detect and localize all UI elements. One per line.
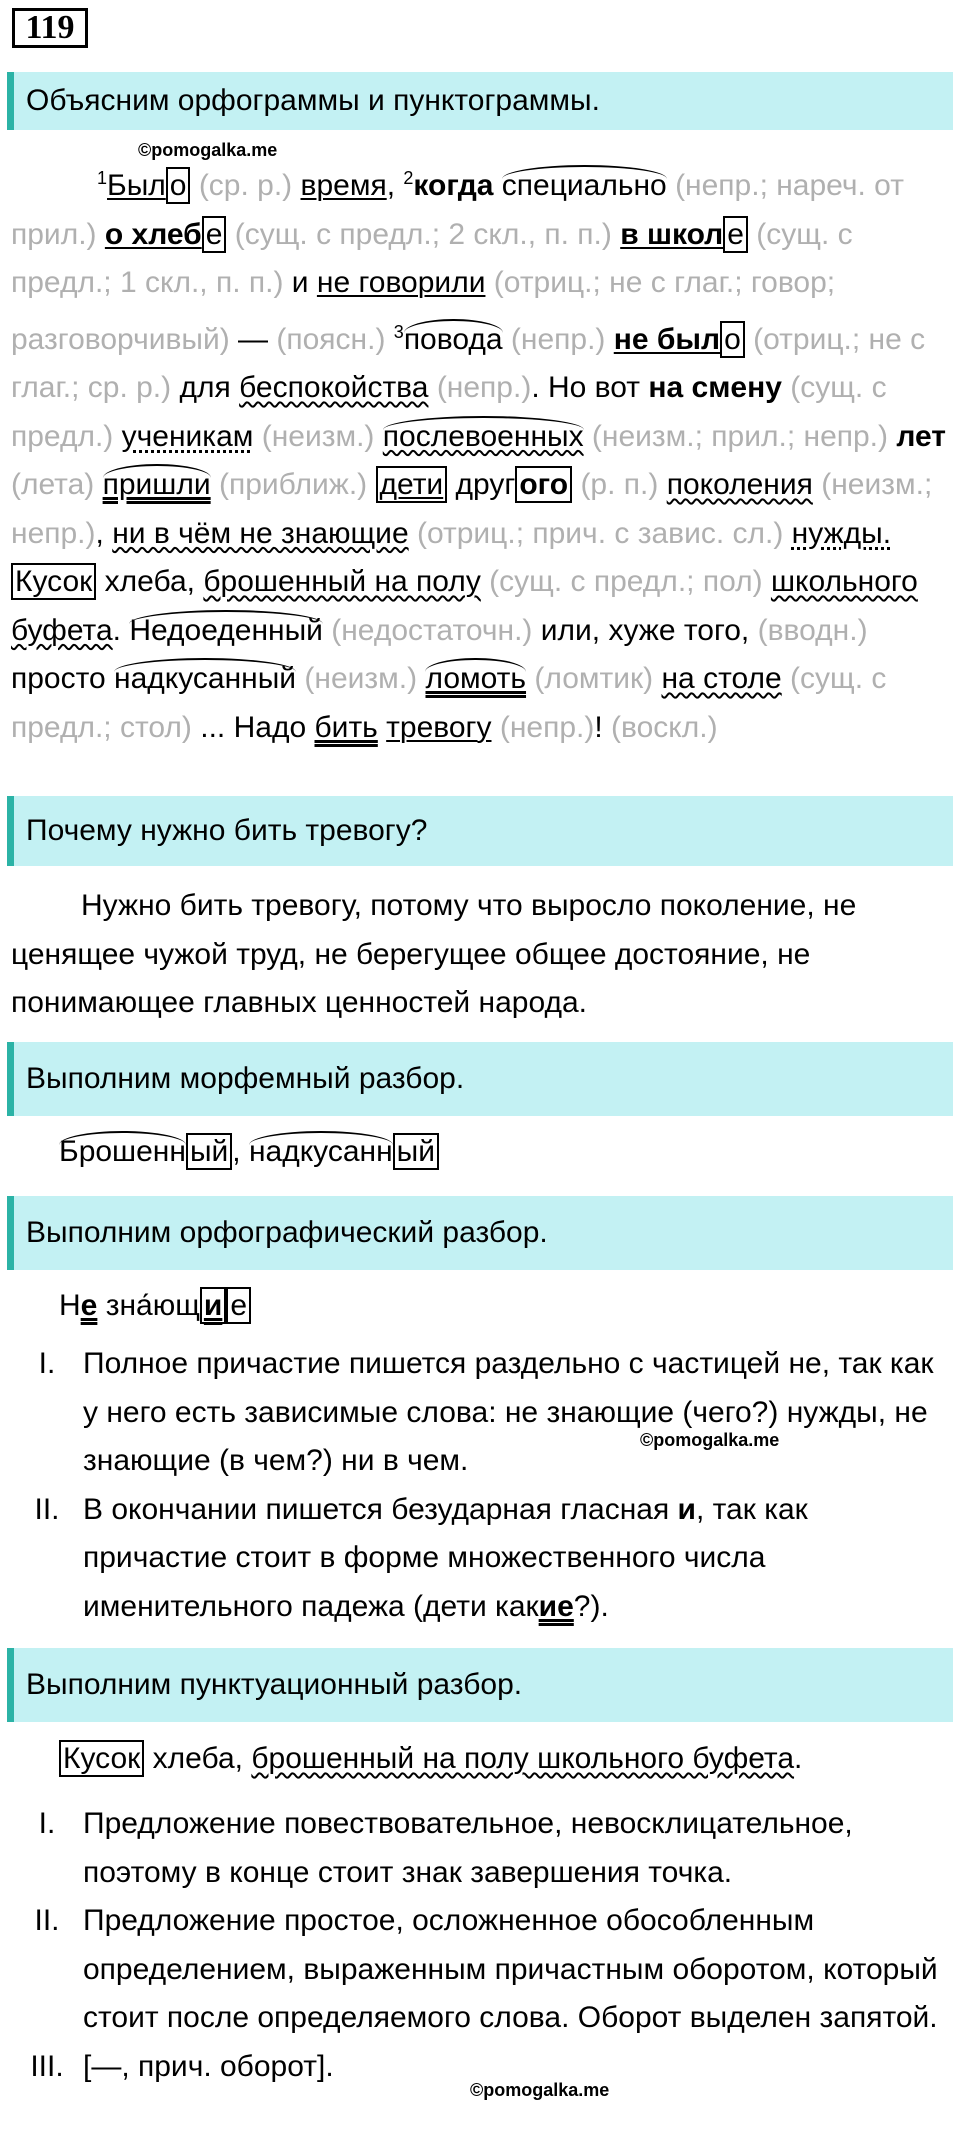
watermark: ©pomogalka.me bbox=[470, 2080, 610, 2100]
list-text bbox=[83, 1486, 951, 1632]
dash: — bbox=[238, 322, 269, 356]
list-item bbox=[11, 1800, 951, 1897]
orthographic-word bbox=[11, 1282, 951, 1331]
section-header-orthographic: Выполним орфографический разбор. bbox=[7, 1196, 953, 1270]
footnote-1: 1 bbox=[97, 168, 108, 188]
note: (неизм.; непр.) bbox=[11, 468, 933, 550]
note: (лета) bbox=[11, 468, 95, 501]
text: ?). bbox=[573, 1589, 609, 1623]
word-vremya: время bbox=[300, 169, 387, 202]
note: (сущ. с предл.; 2 скл., п. п.) bbox=[234, 217, 612, 251]
list-item bbox=[11, 1897, 951, 2043]
list-text: Предложение повествовательное, невосклицательное, поэтому в конце стоит знак завершения точка. bbox=[83, 1807, 853, 1889]
exercise-number: 119 bbox=[12, 8, 88, 48]
ending-box: о bbox=[720, 321, 745, 358]
note: (приближ.) bbox=[218, 468, 368, 501]
word-trevogu: тревогу bbox=[386, 710, 492, 744]
footnote-2: 2 bbox=[403, 168, 414, 188]
note: (неизм.) bbox=[261, 419, 375, 453]
punctuation-sentence bbox=[11, 1735, 951, 1784]
word-drug: друг bbox=[455, 468, 516, 501]
word-ne-bylo: не был bbox=[613, 322, 721, 356]
note: (ломтик) bbox=[534, 662, 654, 695]
section-header-orthograms: Объясним орфограммы и пунктограммы. bbox=[7, 72, 953, 130]
word-o-hlebe: о хлеб bbox=[104, 217, 202, 251]
note: (непр.) bbox=[499, 710, 595, 744]
section-header-punctuation: Выполним пунктуационный разбор. bbox=[7, 1648, 953, 1722]
word-prosto: просто bbox=[11, 662, 106, 695]
morphemic-words bbox=[11, 1128, 951, 1177]
word-kusok: Кусок bbox=[11, 563, 96, 600]
letter: е bbox=[80, 1289, 98, 1322]
word-poslevoennyh: послевоенных bbox=[383, 416, 584, 453]
ending: ие bbox=[538, 1589, 574, 1623]
list-text: Полное причастие пишется раздельно с частицей не, так как у него есть зависимые слова: не знающие (чего?) нужды, не знающие (в чем?) ни в чем. bbox=[83, 1347, 934, 1477]
period: . bbox=[794, 1742, 803, 1775]
word-povoda: повода bbox=[404, 319, 503, 356]
note: (воскл.) bbox=[611, 710, 718, 744]
text: В окончании пишется безударная гласная bbox=[83, 1492, 678, 1526]
word-stem: надкусанн bbox=[249, 1131, 393, 1168]
note: (непр.; нареч. от прил.) bbox=[11, 169, 904, 251]
word-dlya: для bbox=[179, 371, 231, 404]
list-text: Предложение простое, осложненное обособленным определением, выраженным причастным оборотом, который стоит после определяемого слова. Оборот выделен запятой. bbox=[83, 1904, 938, 2034]
word-pokoleniya: поколения bbox=[666, 468, 813, 501]
period: . bbox=[112, 613, 121, 647]
exclamation: ! bbox=[594, 710, 603, 744]
ellipsis: ... bbox=[200, 710, 226, 744]
note: (неизм.) bbox=[304, 662, 418, 695]
word-nuzhdy: нужды. bbox=[791, 516, 892, 550]
word-na-smenu: на смену bbox=[648, 371, 782, 404]
comma: , bbox=[232, 1135, 249, 1168]
comma: , bbox=[386, 169, 404, 202]
orthographic-list bbox=[11, 1340, 951, 1631]
list-item bbox=[11, 1486, 951, 1632]
note: (недостаточн.) bbox=[331, 613, 533, 647]
note: (поясн.) bbox=[276, 322, 386, 356]
ending-box: ый bbox=[393, 1133, 439, 1170]
word-stem: Брошенн bbox=[59, 1131, 186, 1168]
word-ni-v-chem: ни в чём не знающие bbox=[112, 516, 409, 550]
note: (непр.) bbox=[436, 371, 532, 404]
list-text: [—, прич. оборот]. bbox=[83, 2049, 334, 2083]
word-nadkusanny: надкусанный bbox=[114, 658, 296, 695]
ending-box: о bbox=[166, 167, 191, 204]
word-bylo: Был bbox=[107, 169, 166, 202]
ending-box: ого bbox=[515, 466, 572, 503]
word-deti: дети bbox=[376, 466, 448, 503]
word-kogda: когда bbox=[413, 169, 494, 202]
ending-box: и bbox=[200, 1287, 226, 1324]
word-broshenny: брошенный на полу bbox=[203, 565, 481, 598]
list-item bbox=[11, 1340, 951, 1486]
text: . Но вот bbox=[531, 371, 641, 404]
punctuation-list bbox=[11, 1800, 951, 2091]
ending-box: е bbox=[723, 216, 748, 253]
ending-box: ый bbox=[186, 1133, 232, 1170]
word-specialno: специально bbox=[502, 165, 667, 202]
note: (сущ. с предл.; 1 скл., п. п.) bbox=[11, 217, 853, 299]
text: , так как причастие стоит в форме множественного числа именительного падежа (дети как bbox=[83, 1492, 808, 1623]
word-i: и bbox=[291, 266, 309, 299]
letter-i: и bbox=[677, 1492, 696, 1526]
word-lomot: ломоть bbox=[425, 658, 526, 695]
list-marker: III. bbox=[30, 2049, 64, 2083]
note: (сущ. с предл.; стол) bbox=[11, 662, 887, 744]
word-let: лет bbox=[896, 419, 947, 453]
word-kusok: Кусок bbox=[59, 1740, 144, 1777]
watermark: ©pomogalka.me bbox=[640, 1430, 780, 1450]
word-hleba: хлеба, bbox=[104, 565, 196, 598]
note: (отриц.; не с глаг.; ср. р.) bbox=[11, 322, 926, 404]
list-marker: I. bbox=[38, 1807, 56, 1840]
watermark: ©pomogalka.me bbox=[138, 140, 278, 160]
note: (вводн.) bbox=[757, 613, 868, 647]
note: (отриц.; прич. с завис. сл.) bbox=[416, 516, 784, 550]
text: хлеба, bbox=[144, 1742, 252, 1775]
note: (неизм.; прил.; непр.) bbox=[591, 419, 889, 453]
participle-phrase: брошенный на полу школьного буфета bbox=[251, 1742, 795, 1775]
word-uchenikam: ученикам bbox=[121, 419, 254, 453]
text: или, хуже того, bbox=[540, 613, 750, 647]
answer-paragraph: Нужно бить тревогу, потому что выросло поколение, не ценящее чужой труд, не берегущее общее достояние, не понимающее главных ценностей народа. bbox=[11, 889, 857, 1019]
word-bespokoystva: беспокойства bbox=[239, 371, 429, 404]
note: (непр.) bbox=[510, 322, 606, 356]
word-v-shkole: в школ bbox=[620, 217, 724, 251]
ending-box: е bbox=[202, 216, 227, 253]
footnote-3: 3 bbox=[393, 321, 404, 342]
word-nado: Надо bbox=[233, 710, 307, 744]
letter: Н bbox=[59, 1289, 81, 1322]
note: (отриц.; не с глаг.; говор; разговорчивый) bbox=[11, 266, 836, 356]
list-marker: II. bbox=[34, 1492, 60, 1526]
word-nedoedenny: Недоеденный bbox=[129, 610, 323, 647]
note: (сущ. с предл.; пол) bbox=[489, 565, 763, 598]
word-shkolnogo-bufeta: школьного буфета bbox=[11, 565, 918, 647]
analyzed-text bbox=[11, 154, 951, 784]
comma: , bbox=[95, 516, 104, 550]
ending-box: е bbox=[226, 1287, 251, 1324]
note: (ср. р.) bbox=[198, 169, 293, 202]
word-ne-govorili: не говорили bbox=[316, 266, 486, 299]
section-header-question: Почему нужно бить тревогу? bbox=[7, 796, 953, 866]
word-prishli: пришли bbox=[103, 464, 211, 501]
section-header-morphemic: Выполним морфемный разбор. bbox=[7, 1042, 953, 1116]
word-na-stole: на столе bbox=[661, 662, 782, 695]
word-bit: бить bbox=[314, 710, 378, 744]
note: (р. п.) bbox=[580, 468, 659, 501]
letters: зна́ющ bbox=[97, 1289, 200, 1322]
list-marker: I. bbox=[38, 1347, 56, 1380]
list-marker: II. bbox=[34, 1904, 60, 1937]
note: (сущ. с предл.) bbox=[11, 371, 887, 453]
